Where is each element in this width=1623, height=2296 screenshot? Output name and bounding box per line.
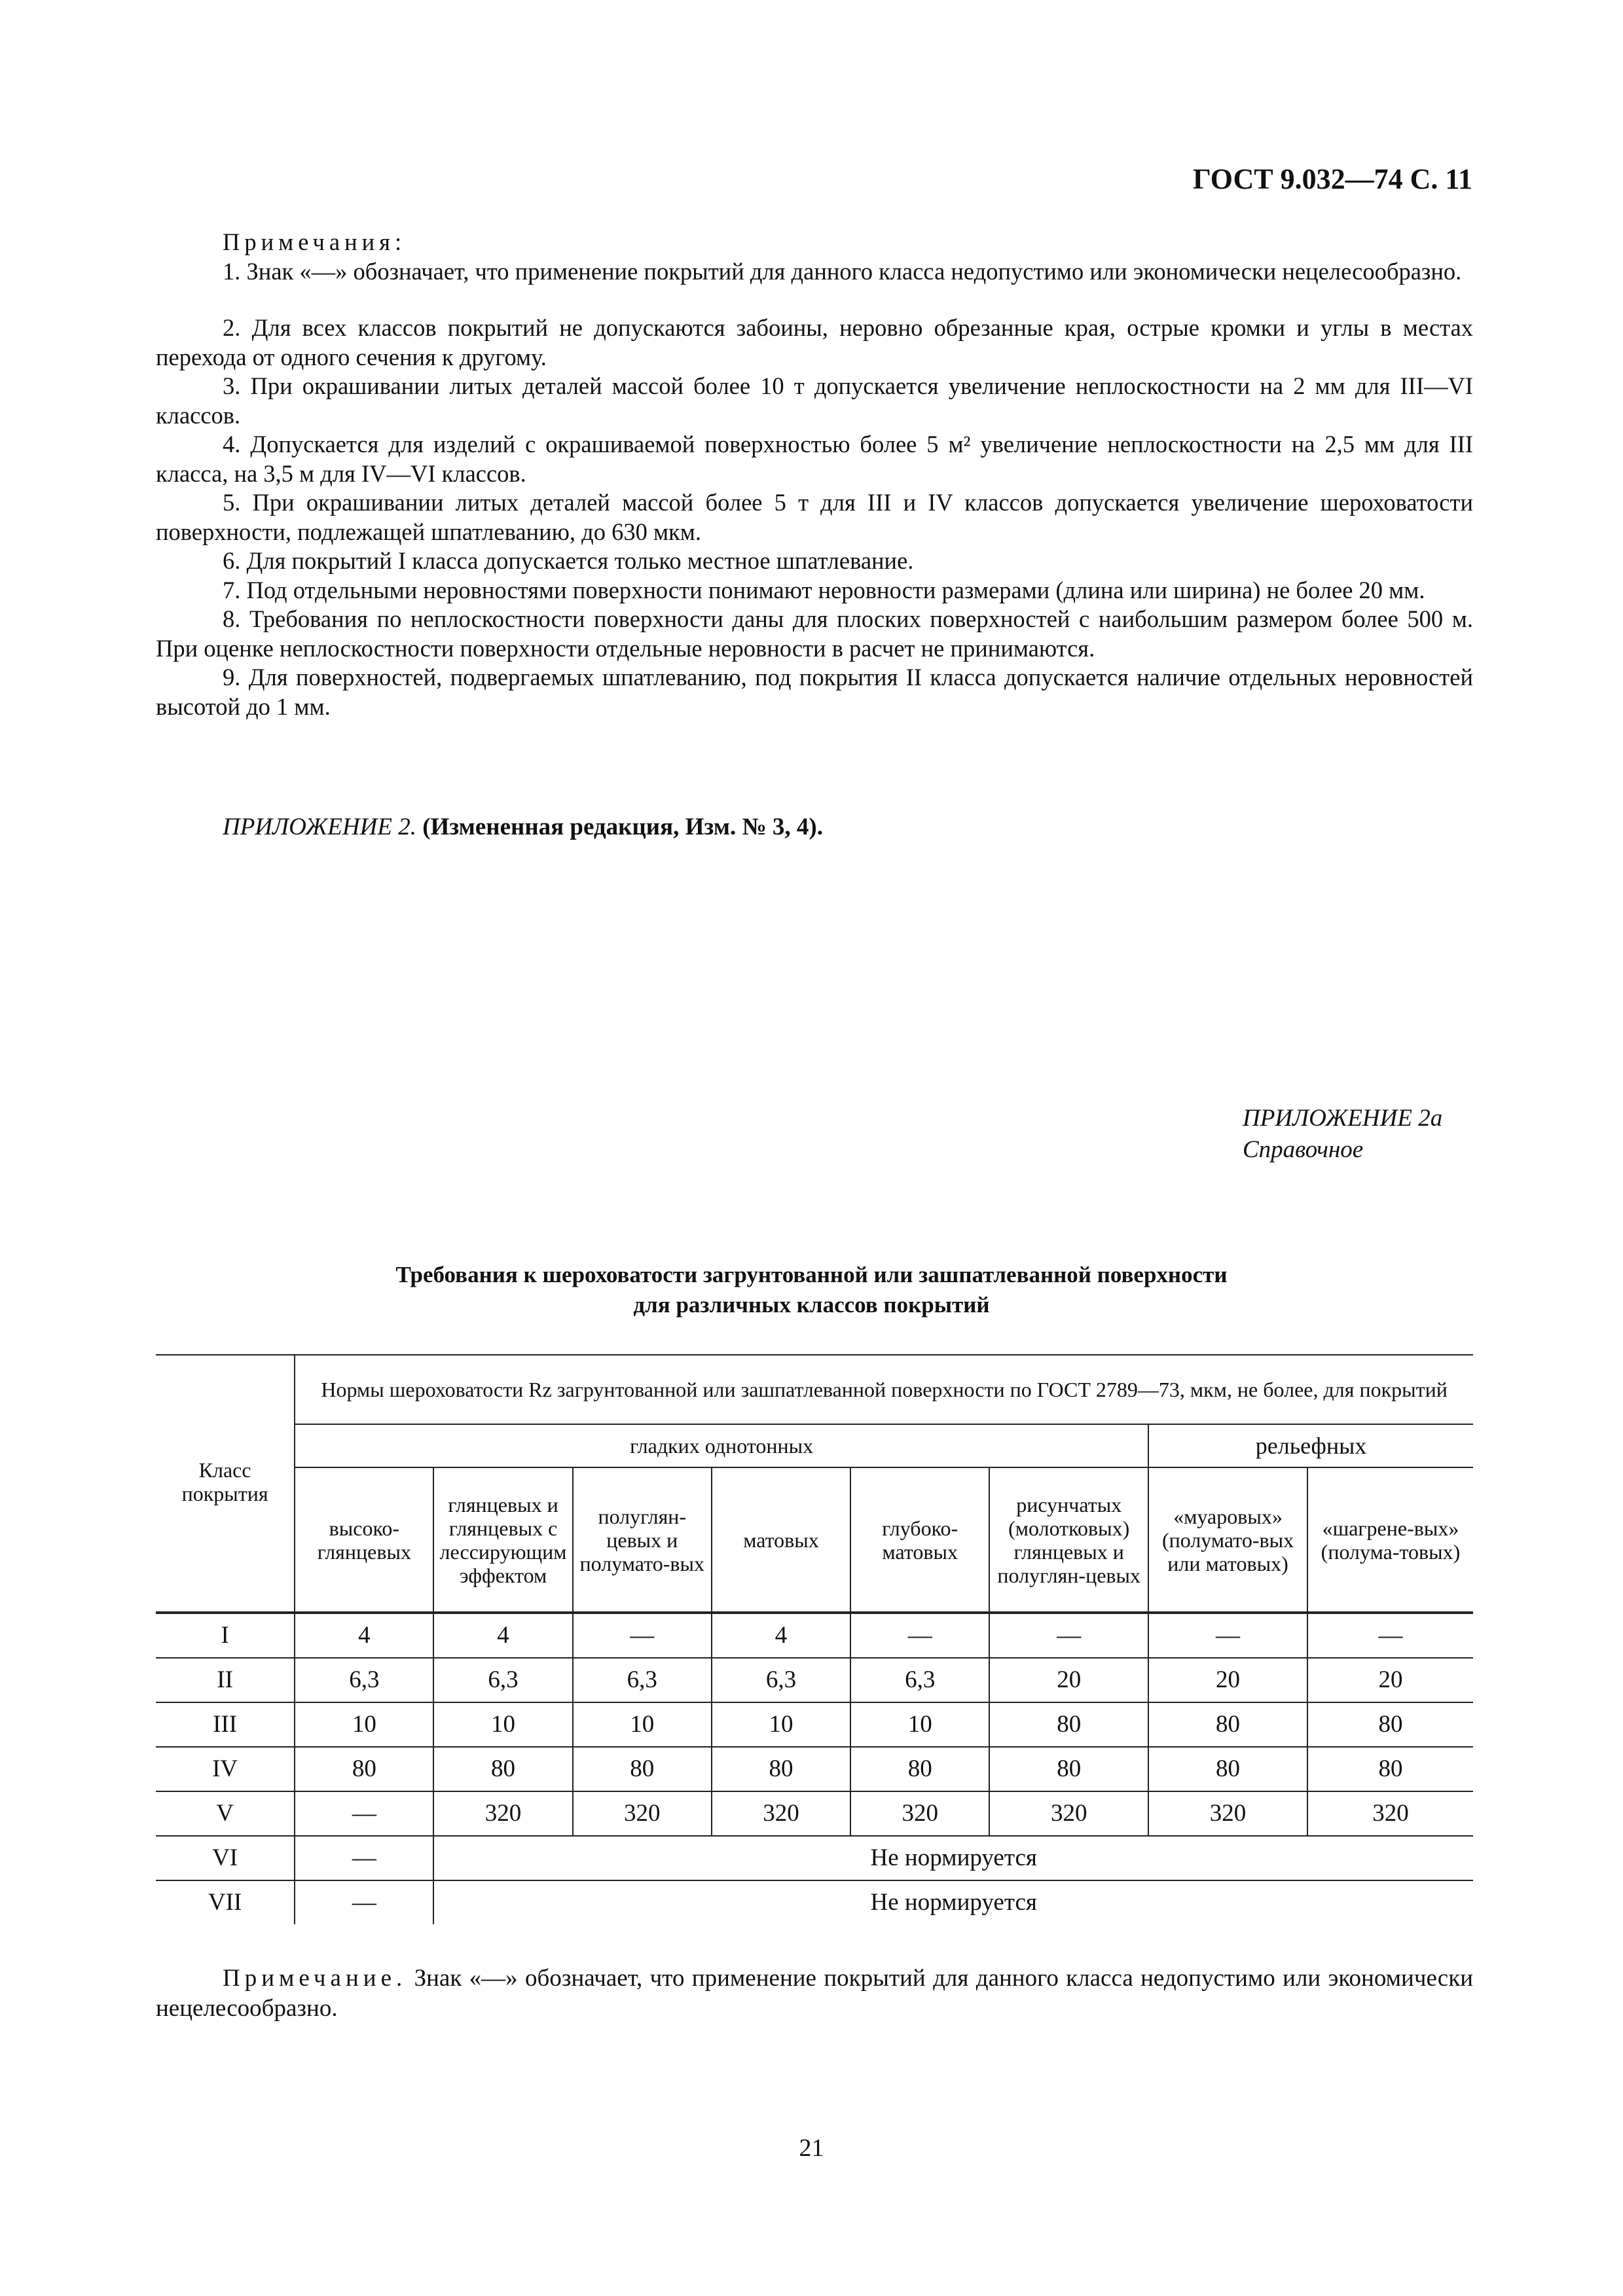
row-class: I [156, 1613, 295, 1658]
table-cell: 6,3 [850, 1658, 989, 1702]
col-header-4: матовых [712, 1467, 850, 1613]
col-header-3: полуглян-цевых и полумато-вых [573, 1467, 712, 1613]
table-cell: 320 [433, 1791, 572, 1836]
col-header-5: глубоко-матовых [850, 1467, 989, 1613]
table-row [156, 1658, 1473, 1702]
col-header-6: рисунчатых (молотковых) глянцевых и полуглян-цевых [989, 1467, 1148, 1613]
group-smooth-header: гладких однотонных [295, 1424, 1148, 1467]
row-class: V [156, 1791, 295, 1836]
table-cell: 80 [712, 1747, 850, 1791]
table-cell: 80 [1148, 1702, 1307, 1747]
table-cell: 6,3 [573, 1658, 712, 1702]
table-cell: 20 [1307, 1658, 1473, 1702]
note-1: 1. Знак «—» обозначает, что применение покрытий для данного класса недопустимо или экономически нецелесообразно. [223, 257, 1462, 285]
table-cell: 10 [573, 1702, 712, 1747]
page-header: ГОСТ 9.032—74 С. 11 [1192, 163, 1472, 195]
table-row [156, 1747, 1473, 1791]
table-cell: 4 [433, 1613, 572, 1658]
table-cell: 4 [712, 1613, 850, 1658]
appendix-2a-heading [1243, 1103, 1442, 1166]
table-title-line-2: для различных классов покрытий [633, 1292, 990, 1318]
table-cell: 80 [989, 1747, 1148, 1791]
table-row [156, 1702, 1473, 1747]
col-header-7: «муаровых» (полумато-вых или матовых) [1148, 1467, 1307, 1613]
table-cell: 4 [295, 1613, 433, 1658]
note-7: 7. Под отдельными неровностями поверхности понимают неровности размерами (длина или ширина) не более 20 мм. [223, 576, 1425, 603]
table-cell: — [1307, 1613, 1473, 1658]
table-cell: 320 [712, 1791, 850, 1836]
note-6: 6. Для покрытий I класса допускается только местное шпатлевание. [223, 547, 914, 574]
col-header-2: глянцевых и глянцевых с лессирующим эффектом [433, 1467, 572, 1613]
notes-block [156, 228, 1473, 721]
table-title [0, 1260, 1623, 1320]
table-cell: 10 [850, 1702, 989, 1747]
appendix-2-label: ПРИЛОЖЕНИЕ 2. [223, 814, 416, 840]
table-cell: 80 [850, 1747, 989, 1791]
table-title-line-1: Требования к шероховатости загрунтованной или зашпатлеванной поверхности [395, 1262, 1228, 1287]
table-cell: 320 [989, 1791, 1148, 1836]
table-cell: — [1148, 1613, 1307, 1658]
group-relief-header: рельефных [1148, 1424, 1473, 1467]
row-class: VII [156, 1880, 295, 1924]
table-cell: — [989, 1613, 1148, 1658]
table-cell: — [850, 1613, 989, 1658]
table-cell: 320 [1307, 1791, 1473, 1836]
row-class: II [156, 1658, 295, 1702]
table-cell: 320 [573, 1791, 712, 1836]
norms-header: Нормы шероховатости Rz загрунтованной или зашпатлеванной поверхности по ГОСТ 2789—73, мкм, не более, для покрытий [295, 1355, 1473, 1424]
table-cell: 320 [1148, 1791, 1307, 1836]
table-cell: 80 [1307, 1747, 1473, 1791]
not-normalized-cell: Не нормируется [433, 1880, 1473, 1924]
note-4: 4. Допускается для изделий с окрашиваемой поверхностью более 5 м² увеличение неплоскостности на 2,5 мм для III класса, на 3,5 м для IV—VI классов. [156, 431, 1473, 487]
table-cell: 80 [989, 1702, 1148, 1747]
table-cell: 10 [433, 1702, 572, 1747]
note-2: 2. Для всех классов покрытий не допускаются забоины, неровно обрезанные края, острые кромки и углы в местах перехода от одного сечения к другому. [156, 314, 1473, 370]
page-number: 21 [799, 2134, 824, 2162]
table-cell: 10 [712, 1702, 850, 1747]
table-cell: 20 [1148, 1658, 1307, 1702]
table-cell: 80 [573, 1747, 712, 1791]
table-cell: 20 [989, 1658, 1148, 1702]
table-row [156, 1836, 1473, 1880]
table-cell: 6,3 [433, 1658, 572, 1702]
table-cell: 6,3 [295, 1658, 433, 1702]
table-cell: 80 [433, 1747, 572, 1791]
appendix-2a-status: Справочное [1243, 1136, 1364, 1163]
table-footnote [156, 1964, 1473, 2024]
note-3: 3. При окрашивании литых деталей массой более 10 т допускается увеличение неплоскостности на 2 мм для III—VI классов. [156, 372, 1473, 429]
table-row [156, 1613, 1473, 1658]
table-row [156, 1880, 1473, 1924]
notes-title: Примечания: [223, 228, 407, 255]
col-header-1: высоко-глянцевых [295, 1467, 433, 1613]
table-cell: — [295, 1836, 433, 1880]
table-cell: 6,3 [712, 1658, 850, 1702]
row-class: III [156, 1702, 295, 1747]
table-cell: — [573, 1613, 712, 1658]
footnote-text: Знак «—» обозначает, что применение покрытий для данного класса недопустимо или экономически нецелесообразно. [156, 1965, 1473, 2022]
row-class: IV [156, 1747, 295, 1791]
table-row [156, 1791, 1473, 1836]
table-cell: 10 [295, 1702, 433, 1747]
footnote-label: Примечание. [223, 1965, 407, 1992]
note-8: 8. Требования по неплоскостности поверхности даны для плоских поверхностей с наибольшим размером более 500 м. При оценке неплоскостности поверхности отдельные неровности в расчет не принимаются. [156, 605, 1473, 662]
row-class: VI [156, 1836, 295, 1880]
table-cell: 80 [1148, 1747, 1307, 1791]
table-cell: — [295, 1880, 433, 1924]
roughness-table [156, 1354, 1473, 1924]
table-cell: 80 [1307, 1702, 1473, 1747]
note-9: 9. Для поверхностей, подвергаемых шпатлеванию, под покрытия II класса допускается наличие отдельных неровностей высотой до 1 мм. [156, 664, 1473, 720]
appendix-2-revision-text: (Измененная редакция, Изм. № 3, 4). [422, 814, 823, 840]
note-5: 5. При окрашивании литых деталей массой более 5 т для III и IV классов допускается увеличение шероховатости поверхности, подлежащей шпатлеванию, до 630 мкм. [156, 489, 1473, 545]
class-header: Класс покрытия [156, 1355, 295, 1613]
col-header-8: «шагрене-вых» (полума-товых) [1307, 1467, 1473, 1613]
table-cell: — [295, 1791, 433, 1836]
not-normalized-cell: Не нормируется [433, 1836, 1473, 1880]
table-cell: 80 [295, 1747, 433, 1791]
table-cell: 320 [850, 1791, 989, 1836]
appendix-2a-label: ПРИЛОЖЕНИЕ 2а [1243, 1105, 1443, 1132]
appendix-2-revision [223, 813, 823, 841]
